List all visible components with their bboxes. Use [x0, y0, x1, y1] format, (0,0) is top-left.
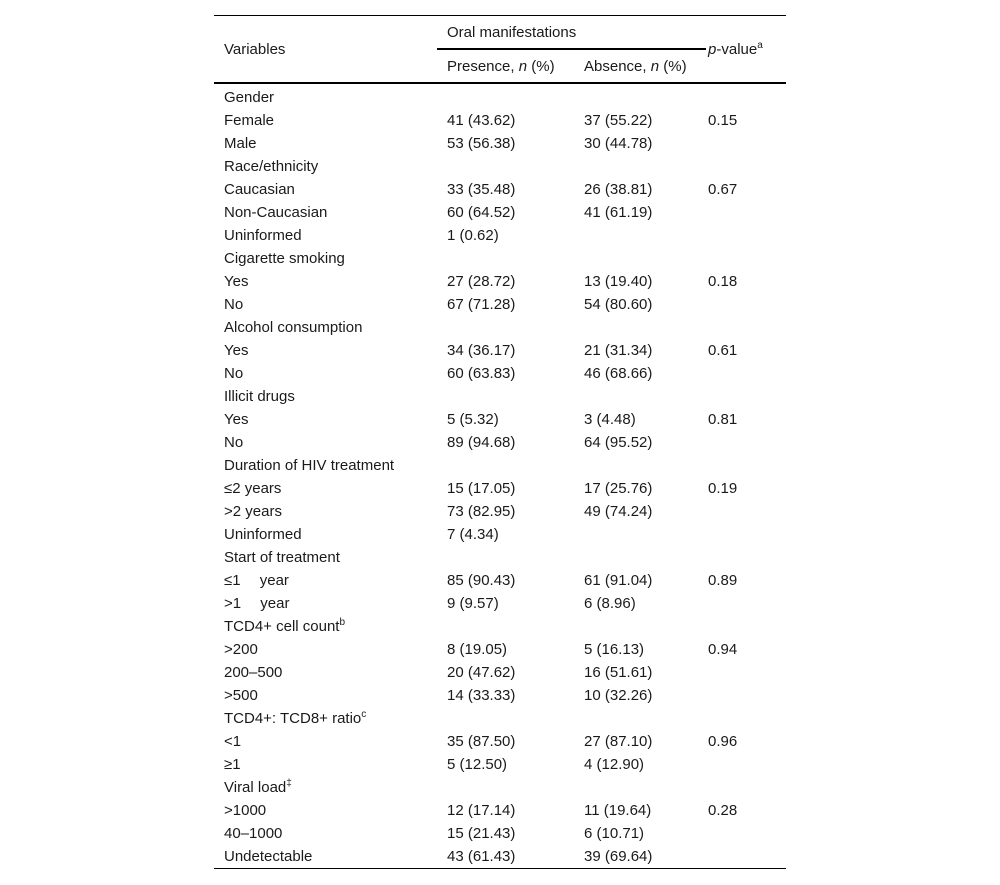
table-row: [214, 546, 786, 569]
pvalue-cell: [706, 615, 786, 638]
presence-cell: 7 (4.34): [447, 526, 499, 543]
variable-label: Start of treatment: [224, 549, 340, 566]
pvalue-cell: 0.81: [708, 411, 738, 428]
absence-cell: 54 (80.60): [584, 296, 653, 313]
absence-n: n: [650, 57, 660, 75]
variable-cell: [214, 155, 437, 178]
variable-cell: [214, 477, 437, 500]
variable-cell: [214, 776, 437, 799]
pvalue-cell: [706, 362, 786, 385]
variable-label: >200: [224, 641, 258, 658]
variable-cell: [214, 408, 437, 431]
pvalue-cell: [706, 385, 786, 408]
table-row: [214, 247, 786, 270]
table-row: [214, 822, 786, 845]
variable-label: >500: [224, 687, 258, 704]
pvalue-cell: [706, 500, 786, 523]
pvalue-cell: [706, 661, 786, 684]
variable-cell: [214, 293, 437, 316]
table-row: [214, 661, 786, 684]
variable-cell: [214, 707, 437, 730]
pvalue-cell: [706, 776, 786, 799]
absence-cell: 39 (69.64): [584, 848, 653, 865]
variable-cell: [214, 132, 437, 155]
presence-cell: [437, 83, 574, 109]
table-body: [214, 83, 786, 869]
table-row: [214, 500, 786, 523]
table-row: [214, 316, 786, 339]
table-row: [214, 431, 786, 454]
presence-cell: 41 (43.62): [447, 112, 516, 129]
variable-cell: [214, 592, 437, 615]
absence-cell: 16 (51.61): [584, 664, 653, 681]
absence-cell: [574, 316, 706, 339]
presence-cell: 43 (61.43): [447, 848, 516, 865]
variable-cell: [214, 247, 437, 270]
absence-cell: [574, 776, 706, 799]
absence-cell: 11 (19.64): [584, 802, 652, 819]
table-row: [214, 730, 786, 753]
variable-cell: [214, 270, 437, 293]
presence-cell: 5 (5.32): [447, 411, 499, 428]
variable-cell: [214, 638, 437, 661]
pvalue-cell: [706, 822, 786, 845]
presence-cell: 67 (71.28): [447, 296, 516, 313]
absence-cell: [574, 615, 706, 638]
absence-cell: [574, 247, 706, 270]
table-row: [214, 83, 786, 109]
variable-cell: [214, 523, 437, 546]
table-row: [214, 155, 786, 178]
absence-cell: [574, 385, 706, 408]
table-row: [214, 109, 786, 132]
variable-cell: [214, 316, 437, 339]
table-row: [214, 615, 786, 638]
presence-label: Presence,: [447, 57, 515, 75]
presence-cell: [437, 454, 574, 477]
pvalue-cell: [706, 523, 786, 546]
absence-cell: 64 (95.52): [584, 434, 653, 451]
variable-cell: [214, 339, 437, 362]
variable-cell: [214, 615, 437, 638]
pvalue-cell: [706, 293, 786, 316]
footnote-mark: ‡: [286, 778, 292, 789]
presence-cell: 20 (47.62): [447, 664, 516, 681]
presence-cell: 14 (33.33): [447, 687, 516, 704]
variable-cell: [214, 500, 437, 523]
pvalue-label: -value: [716, 40, 758, 58]
absence-cell: 10 (32.26): [584, 687, 653, 704]
variable-cell: [214, 845, 437, 869]
absence-cell: 13 (19.40): [584, 273, 653, 290]
variable-label: ≥1: [224, 756, 241, 773]
table-row: [214, 339, 786, 362]
variable-cell: [214, 454, 437, 477]
table-row: [214, 201, 786, 224]
absence-cell: 46 (68.66): [584, 365, 653, 382]
table-row: [214, 569, 786, 592]
variable-label: No: [224, 434, 244, 451]
pvalue-cell: 0.67: [708, 181, 738, 198]
presence-header: [437, 49, 574, 83]
table-row: [214, 799, 786, 822]
variable-label: No: [224, 296, 244, 313]
table-row: [214, 523, 786, 546]
absence-cell: 4 (12.90): [584, 756, 645, 773]
pvalue-cell: [706, 83, 786, 109]
table-row: [214, 776, 786, 799]
presence-cell: 15 (21.43): [447, 825, 516, 842]
pvalue-cell: 0.15: [708, 112, 738, 129]
variable-label: TCD4+ cell count: [224, 618, 340, 635]
variable-cell: [214, 730, 437, 753]
absence-cell: 41 (61.19): [584, 204, 653, 221]
absence-cell: [574, 546, 706, 569]
table-row: [214, 408, 786, 431]
variable-label: ≤2 years: [224, 480, 282, 497]
pvalue-header: [706, 16, 786, 84]
variable-label: TCD4+: TCD8+ ratio: [224, 710, 362, 727]
absence-cell: 5 (16.13): [584, 641, 645, 658]
absence-cell: [574, 523, 706, 546]
pvalue-italic-p: p: [708, 40, 717, 58]
absence-label: Absence,: [584, 57, 647, 75]
absence-cell: 6 (10.71): [584, 825, 645, 842]
presence-cell: 53 (56.38): [447, 135, 516, 152]
table-row: [214, 707, 786, 730]
variable-label: Cigarette smoking: [224, 250, 345, 267]
presence-cell: 5 (12.50): [447, 756, 508, 773]
variable-label: >1 year: [224, 595, 290, 612]
absence-cell: 37 (55.22): [584, 112, 653, 129]
variable-cell: [214, 684, 437, 707]
pvalue-cell: [706, 592, 786, 615]
variable-label: Male: [224, 135, 257, 152]
presence-cell: 33 (35.48): [447, 181, 516, 198]
presence-cell: [437, 247, 574, 270]
variable-cell: [214, 385, 437, 408]
absence-cell: 49 (74.24): [584, 503, 653, 520]
pvalue-cell: 0.18: [708, 273, 738, 290]
table-row: [214, 178, 786, 201]
pvalue-cell: 0.19: [708, 480, 738, 497]
variable-label: Race/ethnicity: [224, 158, 319, 175]
variable-label: Yes: [224, 411, 249, 428]
pvalue-cell: 0.89: [708, 572, 738, 589]
table-row: [214, 132, 786, 155]
presence-cell: [437, 385, 574, 408]
pvalue-cell: [706, 546, 786, 569]
presence-pct: (%): [531, 57, 555, 75]
pvalue-cell: [706, 201, 786, 224]
variable-label: Female: [224, 112, 275, 129]
pvalue-cell: 0.61: [708, 342, 738, 359]
pvalue-cell: 0.96: [708, 733, 738, 750]
variable-cell: [214, 546, 437, 569]
variable-label: Alcohol consumption: [224, 319, 363, 336]
variable-cell: [214, 799, 437, 822]
presence-cell: [437, 546, 574, 569]
variable-cell: [214, 822, 437, 845]
table-row: [214, 385, 786, 408]
presence-cell: 9 (9.57): [447, 595, 499, 612]
variable-cell: [214, 178, 437, 201]
footnote-mark: c: [361, 709, 367, 720]
variable-cell: [214, 201, 437, 224]
table-row: [214, 592, 786, 615]
pvalue-footnote-mark: a: [757, 39, 763, 51]
table-row: [214, 845, 786, 869]
pvalue-cell: [706, 224, 786, 247]
table-row: [214, 753, 786, 776]
pvalue-cell: [706, 431, 786, 454]
absence-cell: [574, 454, 706, 477]
pvalue-cell: 0.28: [708, 802, 738, 819]
variable-label: No: [224, 365, 244, 382]
presence-cell: 34 (36.17): [447, 342, 516, 359]
absence-cell: 6 (8.96): [584, 595, 636, 612]
absence-cell: 30 (44.78): [584, 135, 653, 152]
table-row: [214, 454, 786, 477]
pvalue-cell: 0.94: [708, 641, 738, 658]
variable-label: Uninformed: [224, 526, 302, 543]
variable-label: Caucasian: [224, 181, 295, 198]
table-header: [214, 16, 786, 84]
variable-label: Non-Caucasian: [224, 204, 328, 221]
presence-cell: 35 (87.50): [447, 733, 516, 750]
presence-cell: 8 (19.05): [447, 641, 508, 658]
absence-cell: [574, 707, 706, 730]
pvalue-cell: [706, 155, 786, 178]
table-row: [214, 270, 786, 293]
table-row: [214, 224, 786, 247]
pvalue-cell: [706, 454, 786, 477]
presence-cell: [437, 776, 574, 799]
variable-label: >1000: [224, 802, 267, 819]
absence-cell: 17 (25.76): [584, 480, 653, 497]
presence-cell: 27 (28.72): [447, 273, 516, 290]
pvalue-cell: [706, 684, 786, 707]
pvalue-cell: [706, 845, 786, 869]
presence-cell: 73 (82.95): [447, 503, 516, 520]
footnote-mark: b: [339, 617, 346, 628]
variable-label: Yes: [224, 342, 249, 359]
pvalue-cell: [706, 247, 786, 270]
presence-cell: 60 (63.83): [447, 365, 516, 382]
pvalue-cell: [706, 753, 786, 776]
absence-cell: 26 (38.81): [584, 181, 653, 198]
table-row: [214, 293, 786, 316]
data-table: [214, 15, 786, 869]
presence-n: n: [518, 57, 528, 75]
variable-label: Illicit drugs: [224, 388, 295, 405]
table-row: [214, 477, 786, 500]
variable-label: Duration of HIV treatment: [224, 457, 395, 474]
variables-header: Variables: [224, 40, 286, 58]
presence-cell: 85 (90.43): [447, 572, 516, 589]
absence-pct: (%): [663, 57, 687, 75]
variable-label: ≤1 year: [224, 572, 289, 589]
variable-cell: [214, 109, 437, 132]
presence-cell: 12 (17.14): [447, 802, 516, 819]
variable-label: Viral load: [224, 779, 287, 796]
variable-cell: [214, 224, 437, 247]
pvalue-cell: [706, 707, 786, 730]
variable-label: 200–500: [224, 664, 283, 681]
absence-cell: 21 (31.34): [584, 342, 653, 359]
presence-cell: [437, 707, 574, 730]
presence-cell: [437, 316, 574, 339]
variable-label: Undetectable: [224, 848, 313, 865]
absence-header: [574, 49, 706, 83]
variable-label: Yes: [224, 273, 249, 290]
absence-cell: 3 (4.48): [584, 411, 636, 428]
variable-cell: [214, 753, 437, 776]
pvalue-cell: [706, 316, 786, 339]
presence-cell: [437, 615, 574, 638]
absence-cell: 61 (91.04): [584, 572, 653, 589]
table-row: [214, 638, 786, 661]
presence-cell: [437, 155, 574, 178]
table-row: [214, 684, 786, 707]
variable-cell: [214, 83, 437, 109]
pvalue-cell: [706, 132, 786, 155]
absence-cell: [574, 155, 706, 178]
absence-cell: [574, 83, 706, 109]
presence-cell: 89 (94.68): [447, 434, 516, 451]
variable-cell: [214, 431, 437, 454]
variable-cell: [214, 362, 437, 385]
variable-label: Gender: [224, 89, 275, 106]
variable-label: Uninformed: [224, 227, 302, 244]
variable-label: >2 years: [224, 503, 282, 520]
variable-cell: [214, 569, 437, 592]
variable-cell: [214, 661, 437, 684]
oral-manifestations-header: Oral manifestations: [437, 16, 706, 50]
presence-cell: 1 (0.62): [447, 227, 499, 244]
absence-cell: 27 (87.10): [584, 733, 653, 750]
absence-cell: [574, 224, 706, 247]
presence-cell: 60 (64.52): [447, 204, 516, 221]
variable-label: 40–1000: [224, 825, 283, 842]
variable-label: <1: [224, 733, 242, 750]
table-row: [214, 362, 786, 385]
presence-cell: 15 (17.05): [447, 480, 516, 497]
